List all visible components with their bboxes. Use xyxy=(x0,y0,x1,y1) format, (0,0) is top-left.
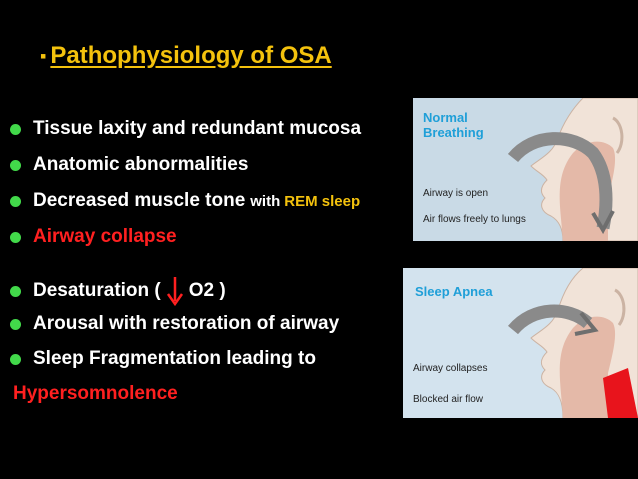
bullet-text-after: O2 ) xyxy=(188,280,226,301)
bullet-text: Desaturation ( xyxy=(33,280,161,301)
down-arrow-icon xyxy=(165,276,185,306)
normal-breathing-illustration xyxy=(413,98,638,241)
bullet-suffix: with xyxy=(250,192,281,210)
bullet-dot-icon xyxy=(10,160,21,171)
panel-title xyxy=(415,284,493,299)
sleep-apnea-illustration xyxy=(403,268,638,418)
hypersomnolence-text: Hypersomnolence xyxy=(13,383,178,404)
panel-title xyxy=(423,110,484,140)
panel-title-line2: Breathing xyxy=(423,125,484,140)
slide-title-text: Pathophysiology of OSA xyxy=(50,42,332,69)
slide-title xyxy=(40,42,332,70)
bullet-text: Decreased muscle tone xyxy=(33,190,246,211)
bullet-text: Tissue laxity and redundant mucosa xyxy=(33,118,362,139)
square-bullet-icon: ▪ xyxy=(40,45,47,66)
bullet-text: Arousal with restoration of airway xyxy=(33,313,340,334)
bullet-item-muscle-tone xyxy=(10,190,360,212)
panel-caption: Blocked air flow xyxy=(413,394,484,405)
panel-caption: Airway is open xyxy=(423,188,489,199)
bullet-dot-icon xyxy=(10,354,21,365)
bullet-item-desaturation xyxy=(10,276,226,306)
rem-sleep-highlight: REM sleep xyxy=(284,192,361,210)
bullet-item-tissue-laxity xyxy=(10,118,361,140)
bullet-dot-icon xyxy=(10,124,21,135)
bullet-dot-icon xyxy=(10,286,21,297)
bullet-item-fragmentation xyxy=(10,348,316,370)
bullet-dot-icon xyxy=(10,319,21,330)
bullet-item-arousal xyxy=(10,313,339,335)
panel-caption: Air flows freely to lungs xyxy=(423,214,526,225)
panel-title-line1: Sleep Apnea xyxy=(415,284,493,299)
bullet-text: Anatomic abnormalities xyxy=(33,154,249,175)
bullet-dot-icon xyxy=(10,196,21,207)
bullet-dot-icon xyxy=(10,232,21,243)
bullet-item-anatomic xyxy=(10,154,248,176)
panel-caption: Airway collapses xyxy=(413,363,488,374)
panel-title-line1: Normal xyxy=(423,110,468,125)
bullet-text: Airway collapse xyxy=(33,226,177,247)
bullet-text: Sleep Fragmentation leading to xyxy=(33,348,316,369)
bullet-item-airway-collapse xyxy=(10,226,177,248)
